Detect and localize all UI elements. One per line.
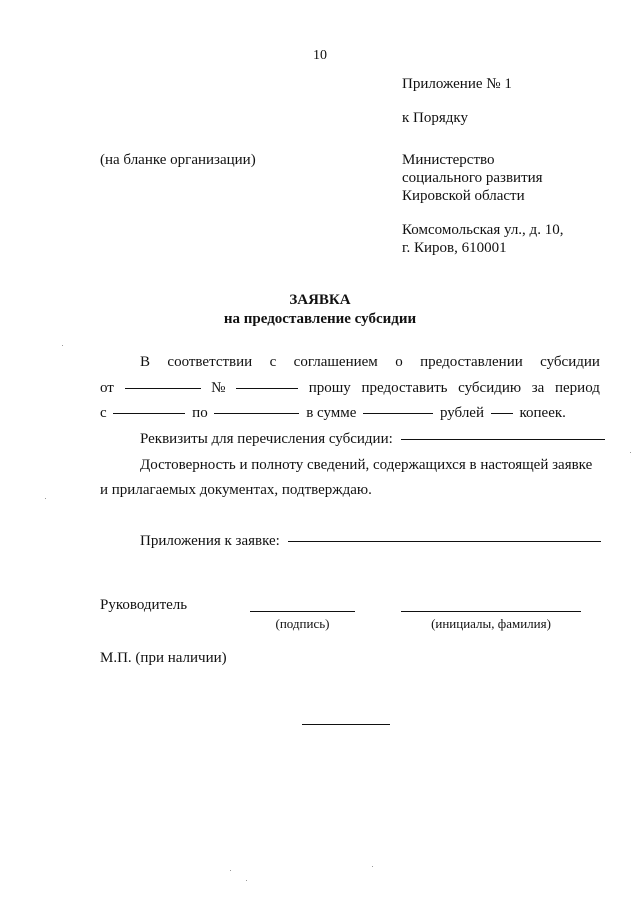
document-title: ЗАЯВКА xyxy=(289,292,351,308)
scan-speck xyxy=(372,866,373,867)
rubles-label: рублей xyxy=(439,405,484,421)
period-from-label: с xyxy=(100,405,107,421)
body-row-3 xyxy=(100,405,600,422)
letterhead-note: (на бланке организации) xyxy=(100,152,256,168)
attachments-label: Приложения к заявке: xyxy=(140,533,280,549)
number-sign: № xyxy=(211,380,226,396)
reliability-line-2: и прилагаемых документах, подтверждаю. xyxy=(100,482,372,498)
amount-rubles-field[interactable] xyxy=(363,412,433,414)
word: предоставлении xyxy=(420,354,523,370)
attachments-row xyxy=(140,533,601,550)
to-order-label: к Порядку xyxy=(402,110,468,126)
signature-field[interactable] xyxy=(250,611,355,612)
word: период xyxy=(554,380,600,396)
word: за xyxy=(531,380,545,396)
amount-kopecks-field[interactable] xyxy=(491,412,513,414)
address-line-2: г. Киров, 610001 xyxy=(402,240,507,256)
scan-speck xyxy=(62,345,63,346)
requisites-field[interactable] xyxy=(401,438,605,440)
requisites-label: Реквизиты для перечисления субсидии: xyxy=(140,431,393,447)
kopecks-label: копеек. xyxy=(519,405,566,421)
scan-speck xyxy=(230,870,231,871)
closing-rule xyxy=(302,724,390,725)
name-field[interactable] xyxy=(401,611,581,612)
document-subtitle: на предоставление субсидии xyxy=(223,311,417,327)
page-number: 10 xyxy=(313,48,327,63)
word: В xyxy=(140,354,151,370)
word: соответствии xyxy=(167,354,253,370)
attachments-field[interactable] xyxy=(288,540,601,542)
signature-caption: (подпись) xyxy=(275,616,330,631)
stamp-label: М.П. (при наличии) xyxy=(100,650,227,666)
body-row-1 xyxy=(140,354,600,371)
agreement-date-field[interactable] xyxy=(125,387,201,389)
addressee-line-2: социального развития xyxy=(402,170,543,186)
appendix-label: Приложение № 1 xyxy=(402,76,512,92)
amount-label: в сумме xyxy=(306,405,357,421)
agreement-number-field[interactable] xyxy=(236,387,298,389)
word: субсидию xyxy=(458,380,522,396)
word: предоставить xyxy=(361,380,448,396)
period-from-field[interactable] xyxy=(113,412,185,414)
from-label: от xyxy=(100,380,114,396)
word: прошу xyxy=(308,380,351,396)
word: с xyxy=(269,354,277,370)
head-label: Руководитель xyxy=(100,597,188,613)
period-to-label: по xyxy=(192,405,208,421)
word: о xyxy=(395,354,403,370)
period-to-field[interactable] xyxy=(214,412,299,414)
scan-speck xyxy=(246,880,247,881)
address-line-1: Комсомольская ул., д. 10, xyxy=(402,222,564,238)
requisites-row xyxy=(140,431,605,448)
scan-speck xyxy=(45,498,46,499)
reliability-line-1: Достоверность и полноту сведений, содержащихся в настоящей заявке xyxy=(140,457,593,473)
word: соглашением xyxy=(293,354,378,370)
word: субсидии xyxy=(540,354,600,370)
body-row-2 xyxy=(100,380,600,397)
scan-speck xyxy=(630,452,631,453)
addressee-line-3: Кировской области xyxy=(402,188,525,204)
addressee-line-1: Министерство xyxy=(402,152,495,168)
name-caption: (инициалы, фамилия) xyxy=(431,616,551,631)
